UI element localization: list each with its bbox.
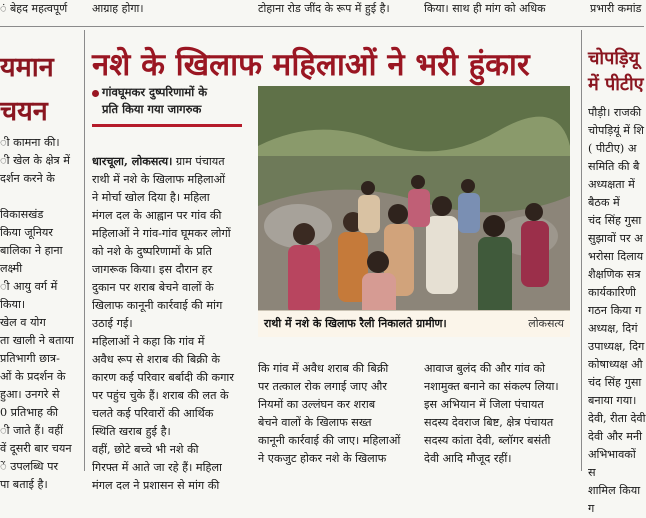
top-divider [0, 26, 644, 27]
photo-caption-bar [258, 310, 570, 337]
main-column-1-lead: ग्राम पंचायत [175, 155, 225, 168]
right-story-headline: चोपड़ियू में पीटीए [588, 48, 644, 95]
top-strip-col3: टोहाना रोड जींद के रूप में हुई है। [258, 2, 390, 15]
subhead-accent-bar [92, 124, 242, 127]
dateline: धारचूला, लोकसत्य। [92, 154, 173, 168]
photo-caption: राथी में नशे के खिलाफ रैली निकालते ग्रामीण। [264, 317, 447, 330]
main-headline: नशे के खिलाफ महिलाओं ने भरी हुंकार [92, 47, 530, 83]
column-divider-right [581, 30, 582, 471]
top-strip-col1: ं बेहद महत्वपूर्ण [0, 2, 68, 15]
rally-photo-illustration [258, 86, 570, 336]
photo-credit: लोकसत्य [528, 317, 564, 330]
main-column-1-body: राथी में नशे के खिलाफ महिलाओं ने मोर्चा खोल दिया है। महिला मंगल दल के आह्वान पर गांव की महिलाओं ने गांव-गांव घूमकर लोगों को नशे के दुष्परिणामों के प्रति जागरूक किया। इस दौरान हर दुकान पर शराब बेचने वालों के खिलाफ कानूनी कार्रवाई की मांग उठाई गई। महिलाओं ने कहा कि गांव में अवैध रूप से शराब की बिक्री के कारण कई परिवार बर्बादी की कगार पर पहुंच चुके हैं। शराब की लत के चलते कई परिवारों की आर्थिक स्थिति खराब हुई है। वहीं, छोटे बच्चे भी नशे की गिरफ्त में आते जा रहे हैं। महिला मंगल दल ने प्रशासन से मांग की [92, 173, 234, 492]
main-column-3: आवाज बुलंद की और गांव को नशामुक्त बनाने का संकल्प लिया। इस अभियान में जिला पंचायत सदस्य देवराज बिष्ट, क्षेत्र पंचायत सदस्य कांता देवी, ब्लॉगर बसंती देवी आदि मौजूद रहीं। [424, 362, 559, 465]
top-strip-col4: किया। साथ ही मांग को अधिक [424, 2, 546, 15]
left-story-body: ी कामना की। ी खेल के क्षेत्र में दर्शन करने के विकासखंड किया जूनियर बालिका ने हाना लक्ष्मी ी आयु वर्ग में किया। खेल व योग ता खाली ने बताया प्रतिभागी छात्र- ओं के प्रदर्शन के हुआ। उनगरे से 0 प्रतिभाह की ी जाते हैं। वहीं वें दूसरी बार चयन ें उपलब्धि पर पा बताई है। [0, 136, 74, 491]
top-strip-col5: प्रभारी कमांड [590, 2, 642, 15]
left-story-headline: यमान चयन [0, 52, 54, 127]
main-column-2: कि गांव में अवैध शराब की बिक्री पर तत्काल रोक लगाई जाए और नियमों का उल्लंघन कर शराब बेचने वालों के खिलाफ सख्त कानूनी कार्रवाई की जाए। महिलाओं ने एकजुट होकर नशे के खिलाफ [258, 362, 401, 465]
right-story-body: पौड़ी। राजकी चोपड़ियूं में शि ( पीटीए) अ समिति की बै अध्यक्षता में बैठक में चंद सिंह गुसा सुझावों पर अ भरोसा दिलाय शैक्षणिक सत्र कार्यकारिणी गठन किया ग अध्यक्ष, दिगं उपाध्यक्ष, दिग कोषाध्यक्ष औ चंद सिंह गुसा बनाया गया। देवी, रीता देवी देवी और मनी अभिभावकों स शामिल किया ग [588, 106, 646, 515]
subhead-bullet [92, 90, 99, 97]
column-divider-left [84, 30, 85, 471]
rally-photo [258, 86, 570, 336]
top-strip-col2: आग्राह होगा। [92, 2, 144, 15]
main-column-1 [92, 134, 254, 492]
main-subhead: गांवघूमकर दुष्परिणामों के प्रति किया गया जागरुक [102, 85, 208, 116]
